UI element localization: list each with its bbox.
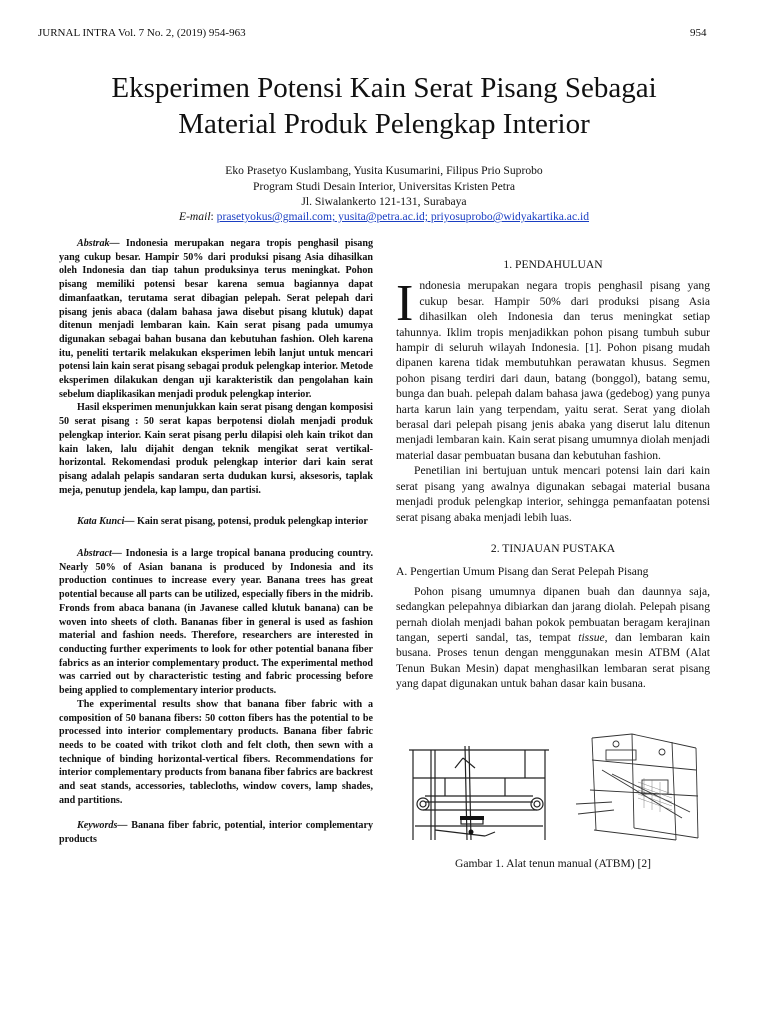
email-line: E-mail: prasetyokus@gmail.com; yusita@petra.ac.id; priyosuprobo@widyakartika.ac.id bbox=[178, 210, 590, 223]
section-1-paragraph-2: Penetilian ini bertujuan untuk mencari potensi lain dari kain serat pisang yang awalnya digunakan sebagai material busana menjadi produk pelengkap interior, sehingga pemanfaatan potensi serat pisang abaka menjadi lebih luas. bbox=[396, 464, 710, 524]
authors: Eko Prasetyo Kuslambang, Yusita Kusumarini, Filipus Prio Suprobo bbox=[225, 164, 543, 177]
kata-kunci-label: Kata Kunci— bbox=[77, 516, 135, 528]
subsection-a-heading: A. Pengertian Umum Pisang dan Serat Pelepah Pisang bbox=[396, 565, 649, 579]
abstract-label: Abstract— bbox=[77, 548, 122, 560]
dropcap-letter: I bbox=[396, 275, 414, 333]
keywords-text: Banana fiber fabric, potential, interior complementary products bbox=[59, 820, 373, 846]
tissue-word: tissue bbox=[578, 630, 605, 644]
abstrak-label: Abstrak— bbox=[77, 238, 120, 249]
keywords-label: Keywords— bbox=[77, 820, 128, 832]
title-line-2: Material Produk Pelengkap Interior bbox=[178, 108, 590, 140]
section-1-paragraph-1 bbox=[396, 275, 710, 463]
kata-kunci bbox=[59, 515, 373, 529]
journal-header: JURNAL INTRA Vol. 7 No. 2, (2019) 954-963 bbox=[38, 27, 246, 39]
loom-diagram-figure bbox=[405, 740, 553, 842]
abstract-paragraph-2: The experimental results show that banana fiber fabric with a composition of 50 banana fibers: 50 cotton fibers has the potential to be processed into interior complementary products. Banana fiber fabric needs to be coated with trikot cloth and felt cloth, then sewn with a technique of binding horizontal-vertical fibers. Recommendations for interior complementary products from banana fiber fabrics are backrest and seat stands, accessories, tablecloths, window covers, lamp shades, and partitions. bbox=[59, 698, 373, 806]
abstract-column bbox=[59, 237, 373, 847]
abstrak-paragraph-1 bbox=[59, 237, 373, 401]
figure-caption: Gambar 1. Alat tenun manual (ATBM) [2] bbox=[454, 857, 652, 870]
abstrak-paragraph-2: Hasil eksperimen menunjukkan kain serat pisang dengan komposisi 50 serat pisang : 50 serat kapas berpotensi diolah menjadi produk pelengkap interior. Kain serat pisang perlu dilapisi oleh kain trikot dan kain laken, lalu dijahit dengan teknik mengikat serat vertikal-horizontal. Rekomendasi produk pelengkap interior dari kain serat pisang adalah pelapis sandaran serta dudukan kursi, aksesoris, taplak meja, penutup jendela, kap lampu, dan partisi. bbox=[59, 402, 373, 496]
section-2-text-b: , dan lembaran kain busana. Proses tenun dengan menggunakan mesin ATBM (Alat Tenun Bukan Mesin) dapat menghasilkan lembaran serat pisang yang dapat digunakan untuk bahan dasar kain busana. bbox=[396, 630, 710, 691]
section-1-heading: 1. PENDAHULUAN bbox=[503, 258, 603, 271]
body-column bbox=[396, 257, 710, 692]
keywords bbox=[59, 819, 373, 846]
section-1-text-1: ndonesia merupakan negara tropis penghasil pisang yang cukup besar. Hampir 50% dari produksi pisang Asia dihasilkan oleh Indonesia dan terus meningkat setiap tahunnya. Iklim tropis menjadikkan pohon pisang tumbuh subur hampir di seluruh wilayah Indonesia. [1]. Pohon pisang mudah dipanen karena tidak membutuhkan perawatan khusus. Segmen pohon pisang terdiri dari daun, batang (bonggol), batang semu, bunga dan buah. pelepah dalam bahasa jawa (gedebog) yang punya harta karun lain yang terpendam, yaitu serat. Serat yang diolah berasal dari pelepah pisang jenis abaka yang diserut lalu ditenun menjadi lembaran kain. Kain serat pisang umumnya diolah menjadi material dasar pembuatan busana dan kebutuhan fashion. bbox=[396, 279, 710, 462]
section-2-heading: 2. TINJAUAN PUSTAKA bbox=[490, 541, 616, 555]
section-2-text-a: Pohon pisang umumnya dipanen buah dan daunnya saja, sedangkan pelepahnya dibiarkan dan jarang diolah. Pelepah pisang pernah diolah menjadi bahan pokok pembuatan beragam kerajinan tangan, seperti sandal, tas, tempat bbox=[396, 584, 710, 644]
email-links[interactable]: prasetyokus@gmail.com; yusita@petra.ac.id; priyosuprobo@widyakartika.ac.id bbox=[216, 210, 590, 223]
title-line-1: Eksperimen Potensi Kain Serat Pisang Sebagai bbox=[111, 72, 657, 104]
affiliation-program: Program Studi Desain Interior, Universitas Kristen Petra bbox=[253, 180, 515, 193]
paper-title bbox=[40, 70, 728, 142]
affiliation-address: Jl. Siwalankerto 121-131, Surabaya bbox=[301, 195, 467, 208]
page-number: 954 bbox=[690, 27, 707, 39]
abstrak-text-1: Indonesia merupakan negara tropis penghasil pisang yang cukup besar. Hampir 50% dari produksi pisang Asia dihasilkan oleh Indonesia dan tiap tahun produksinya terus meningkat. Pohon pisang memiliki potensi besar karena semua bagiannya dapat dimanfaatkan, terutama serat dibagian pelepah. Serat pelepah dari pisang jenis abaca (dalam bahasa jawa disebut pisang klutuk) dapat ditenun menjadi lembaran kain. Kain serat pisang pada umumya digunakan sebagai bahan busana dan kebutuhan fashion. Oleh karena itu, peneliti tertarik melakukan eksperimen lebih lanjut untuk mencari potensi lain kain serat pisang sebagai produk pelengkap interior. Metode eksperimen dilakukan dengan uji karakteristik dan pengolahan kain sebelum diaplikasikan menjadi produk pelengkap interior. bbox=[59, 238, 373, 400]
loom-sketch-figure bbox=[572, 730, 706, 846]
kata-kunci-text: Kain serat pisang, potensi, produk pelengkap interior bbox=[134, 516, 368, 528]
abstract-text-1: Indonesia is a large tropical banana producing country. Nearly 50% of Asian banana is produced by Indonesia and its production continues to increase every year. Banana trees has great potential because all parts can be utilized, especially fibers in the midrib. Fronds from abaca banana (in Javanese called klutuk banana) can be woven into sheets of cloth. Bananas fiber in general is used as fashion material and fashion needs. Therefore, researchers are interested in conducting further experiments to look for other potential banana fiber fabrics as an interior complementary product. The experimental method was carried out by characteristic testing and fabric processing before being applied to complementary interior products. bbox=[59, 548, 373, 697]
section-2-paragraph-1 bbox=[396, 584, 710, 692]
email-label: E-mail bbox=[178, 210, 211, 223]
abstract-paragraph-1 bbox=[59, 547, 373, 698]
